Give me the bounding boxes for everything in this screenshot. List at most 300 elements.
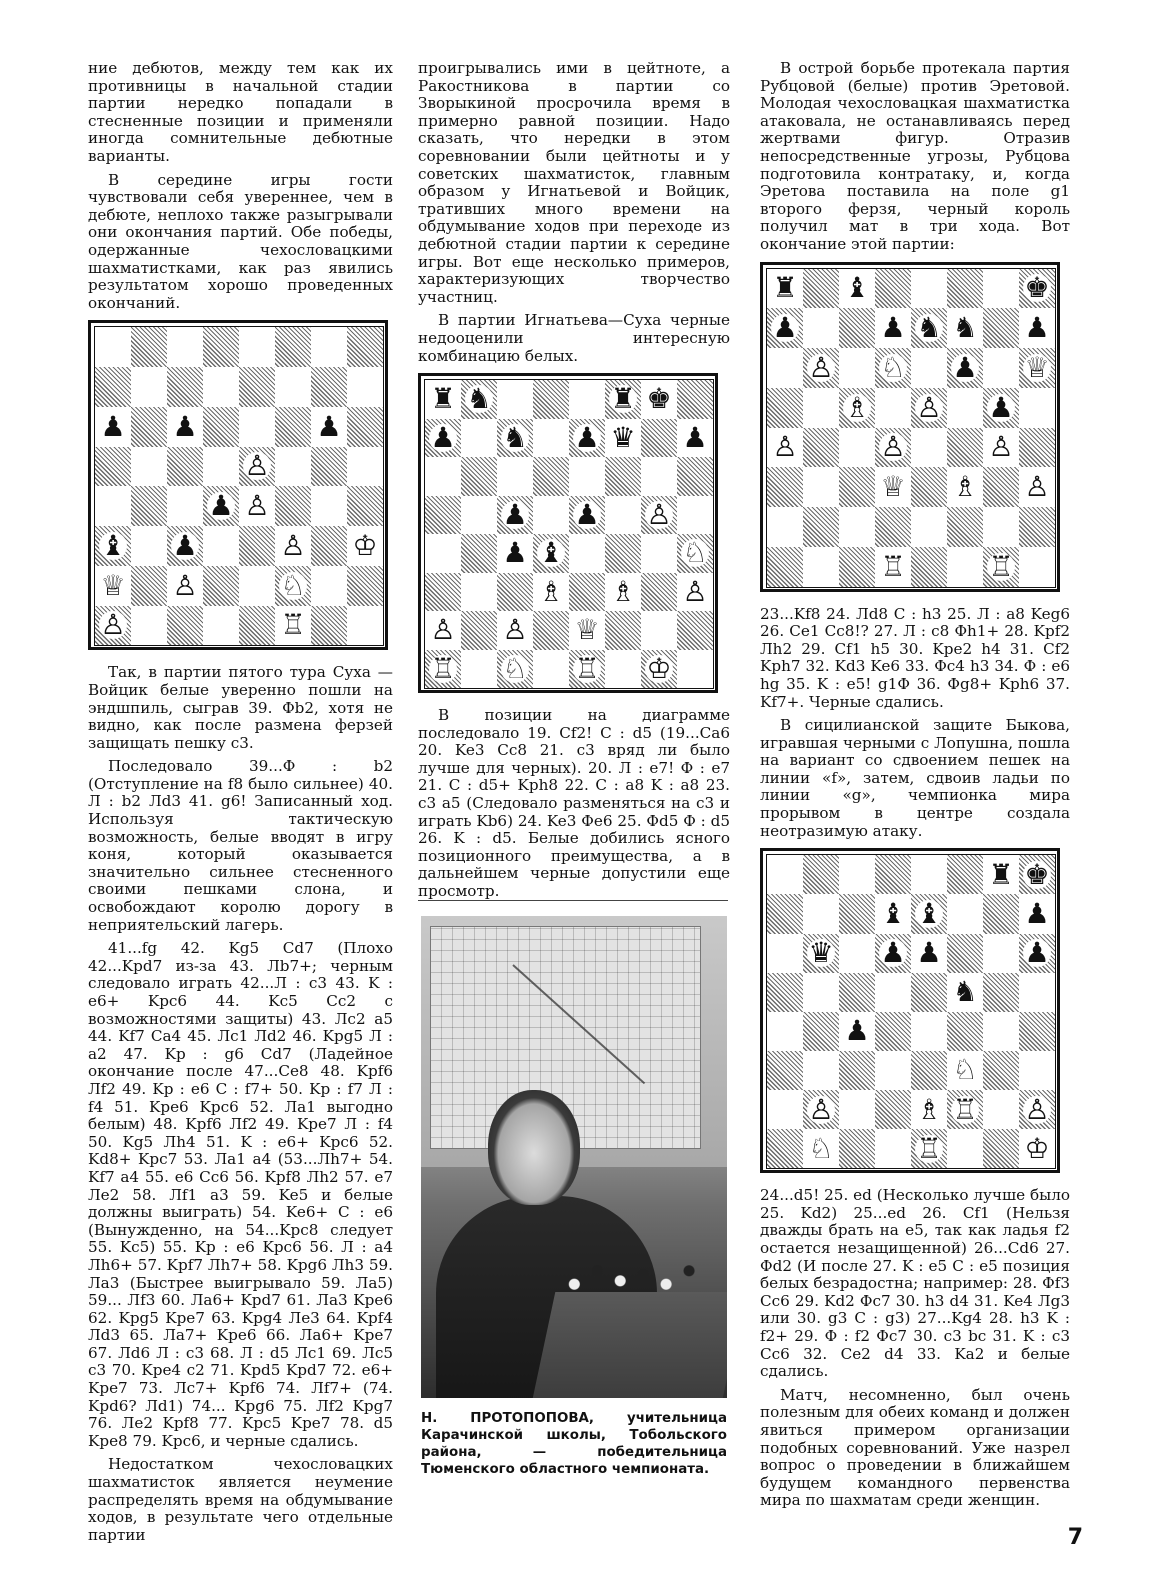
- board-square: [875, 894, 911, 933]
- board-square: [1019, 1051, 1055, 1090]
- board-square: [1019, 1129, 1055, 1168]
- white-rook-icon: ♖: [880, 549, 906, 583]
- board-square: [803, 855, 839, 894]
- black-pawn-icon: ♟: [772, 311, 798, 345]
- board-square: [425, 650, 461, 689]
- board-square: [875, 507, 911, 547]
- board-square: [275, 447, 311, 487]
- black-pawn-icon: ♟: [574, 497, 600, 531]
- paragraph: В сицилианской защите Быкова, игравшая черными с Лопушна, пошла на вариант со сдвоением пешек на линии «f», затем, сдвоив ладьи по линии «g», чемпионка мира прорывом в центре создала неотразимую атаку.: [760, 716, 1070, 840]
- board-square: [947, 855, 983, 894]
- board-square: [569, 419, 605, 458]
- board-square: [605, 611, 641, 650]
- board-square: [461, 419, 497, 458]
- paragraph: проигрывались ими в цейтноте, а Ракостникова в партии со Зворыкиной просрочила время в примерно равной позиции. Надо сказать, что нередки в этом соревновании были цейтноты и у советских шахматисток, главным образом у Игнатьевой и Войцик, тративших много времени на обдумывание ходов при переходе из дебютной стадии партии к середине игры. Вот еще несколько примеров, характеризующих творчество участниц.: [418, 59, 730, 306]
- board-square: [605, 534, 641, 573]
- board-square: [875, 855, 911, 894]
- board-square: [677, 496, 713, 535]
- board-square: [533, 457, 569, 496]
- board-square: [767, 1012, 803, 1051]
- board-square: [275, 367, 311, 407]
- board-square: [425, 611, 461, 650]
- board-square: [167, 566, 203, 606]
- black-king-icon: ♚: [646, 382, 672, 416]
- board-square: [911, 388, 947, 428]
- board-square: [767, 547, 803, 587]
- white-knight-icon: ♘: [502, 651, 528, 685]
- board-square: [1019, 467, 1055, 507]
- board-square: [347, 566, 383, 606]
- black-pawn-icon: ♟: [1024, 896, 1050, 930]
- col1-top-text: [88, 60, 393, 312]
- board-square: [767, 855, 803, 894]
- board-square: [911, 467, 947, 507]
- board-square: [497, 380, 533, 419]
- board-square: [677, 650, 713, 689]
- board-square: [203, 447, 239, 487]
- board-square: [425, 573, 461, 612]
- board-square: [767, 428, 803, 468]
- board-square: [983, 1051, 1019, 1090]
- board-square: [239, 486, 275, 526]
- portrait-photo: [421, 916, 727, 1398]
- board-square: [1019, 934, 1055, 973]
- board-square: [347, 486, 383, 526]
- black-pawn-icon: ♟: [1024, 936, 1050, 970]
- board-square: [1019, 894, 1055, 933]
- black-pawn-icon: ♟: [502, 497, 528, 531]
- board-square: [767, 467, 803, 507]
- black-pawn-icon: ♟: [172, 528, 198, 562]
- board-square: [767, 934, 803, 973]
- black-bishop-icon: ♝: [100, 528, 126, 562]
- white-bishop-icon: ♗: [538, 574, 564, 608]
- board-square: [167, 526, 203, 566]
- black-knight-icon: ♞: [916, 311, 942, 345]
- board-square: [803, 934, 839, 973]
- black-pawn-icon: ♟: [430, 420, 456, 454]
- board-square: [203, 526, 239, 566]
- board-square: [167, 606, 203, 646]
- board-square: [803, 1090, 839, 1129]
- board-square: [533, 611, 569, 650]
- board-square: [947, 467, 983, 507]
- paragraph: 24...d5! 25. ed (Несколько лучше было 25. Kd2) 25...ed 26. Cf1 (Нельзя дважды брать на e5, так как ладья f2 остается незащищенной) 26...Cd6 27. Фd2 (И после 27. K : e5 C : e5 позиция белых безрадостна; например: 28. Фf3 Cc6 29. Kd2 Фc7 30. h3 d4 31. Ke4 Лg3 или 30. g3 C : g3) 27...Kg4 28. h3 K : f2+ 29. Ф : f2 Фc7 30. c3 bc 31. K : c3 Cc6 32. Ce2 d4 33. Ka2 и белые сдались.: [760, 1186, 1070, 1381]
- board-square: [947, 1090, 983, 1129]
- white-pawn-icon: ♙: [1024, 470, 1050, 504]
- board-square: [983, 1129, 1019, 1168]
- black-bishop-icon: ♝: [538, 536, 564, 570]
- white-queen-icon: ♕: [880, 470, 906, 504]
- board-square: [803, 1051, 839, 1090]
- white-pawn-icon: ♙: [172, 568, 198, 602]
- board-square: [947, 894, 983, 933]
- board-square: [1019, 348, 1055, 388]
- paragraph: В острой борьбе протекала партия Рубцовой (белые) против Эретовой. Молодая чехословацкая шахматистка атаковала, не останавливаясь перед жертвами фигур. Отразив непосредственные угрозы, Рубцова подготовила контратаку, и, когда Эретова поставила на поле g1 второго ферзя, черный король получил мат в три хода. Вот окончание этой партии:: [760, 59, 1070, 253]
- board-square: [803, 1129, 839, 1168]
- board-square: [911, 348, 947, 388]
- board-square: [947, 428, 983, 468]
- white-pawn-icon: ♙: [100, 608, 126, 642]
- board-square: [911, 894, 947, 933]
- board-square: [95, 566, 131, 606]
- black-bishop-icon: ♝: [880, 896, 906, 930]
- board-square: [311, 367, 347, 407]
- column-right: [760, 60, 1070, 1588]
- white-queen-icon: ♕: [100, 568, 126, 602]
- white-pawn-icon: ♙: [244, 449, 270, 483]
- board-square: [911, 855, 947, 894]
- white-bishop-icon: ♗: [610, 574, 636, 608]
- white-knight-icon: ♘: [952, 1053, 978, 1087]
- black-knight-icon: ♞: [952, 975, 978, 1009]
- board-square: [839, 1012, 875, 1051]
- black-king-icon: ♚: [1024, 857, 1050, 891]
- white-queen-icon: ♕: [1024, 350, 1050, 384]
- board-square: [1019, 1012, 1055, 1051]
- board-square: [641, 496, 677, 535]
- board-square: [839, 467, 875, 507]
- board-square: [533, 419, 569, 458]
- board-square: [461, 573, 497, 612]
- board-square: [347, 407, 383, 447]
- board-square: [767, 1090, 803, 1129]
- board-square: [875, 1051, 911, 1090]
- board-square: [569, 534, 605, 573]
- white-pawn-icon: ♙: [808, 1092, 834, 1126]
- board-square: [497, 496, 533, 535]
- board-square: [131, 486, 167, 526]
- board-square: [983, 973, 1019, 1012]
- white-knight-icon: ♘: [280, 568, 306, 602]
- board-square: [641, 611, 677, 650]
- black-rook-icon: ♜: [772, 271, 798, 305]
- board-square: [803, 894, 839, 933]
- board-square: [311, 407, 347, 447]
- board-square: [203, 486, 239, 526]
- board-square: [497, 573, 533, 612]
- board-square: [875, 547, 911, 587]
- board-square: [983, 388, 1019, 428]
- col3-mid-text: [760, 606, 1070, 841]
- board-square: [167, 367, 203, 407]
- board-square: [677, 573, 713, 612]
- white-pawn-icon: ♙: [682, 574, 708, 608]
- board-square: [947, 348, 983, 388]
- col3-bottom-text: [760, 1187, 1070, 1510]
- paragraph: В позиции на диаграмме последовало 19. Cf2! C : d5 (19...Ca6 20. Ke3 Cc8 21. c3 вряд ли было лучше для черных). 20. Л : e7! Ф : e7 21. C : d5+ Kph8 22. C : a8 K : a8 23. c3 a5 (Следовало разменяться на c3 и играть Kb6) 24. Ke3 Фe6 25. Фd5 Ф : d5 26. K : d5. Белые добились ясного позиционного преимущества, а в дальнейшем черные допустили еще просмотр.: [418, 706, 730, 901]
- board-square: [767, 1051, 803, 1090]
- black-pawn-icon: ♟: [844, 1014, 870, 1048]
- board-square: [275, 526, 311, 566]
- black-pawn-icon: ♟: [100, 409, 126, 443]
- board-square: [569, 380, 605, 419]
- board-square: [947, 269, 983, 309]
- board-square: [347, 367, 383, 407]
- board-square: [605, 380, 641, 419]
- board-square: [605, 650, 641, 689]
- board-square: [131, 566, 167, 606]
- board-square: [167, 407, 203, 447]
- board-square: [947, 1129, 983, 1168]
- board-square: [839, 1051, 875, 1090]
- board-square: [803, 428, 839, 468]
- board-square: [767, 388, 803, 428]
- board-square: [839, 547, 875, 587]
- board-square: [131, 526, 167, 566]
- black-rook-icon: ♜: [610, 382, 636, 416]
- board-square: [533, 496, 569, 535]
- paragraph: Последовало 39...Ф : b2 (Отступление на f8 было сильнее) 40. Л : b2 Лd3 41. g6! Записанный ход. Используя тактическую возможность, белые вводят в игру коня, который оказывается значительно сильнее стесненного своими пешками слона, и освобождают королю дорогу в неприятельский лагерь.: [88, 757, 393, 934]
- board-square: [677, 380, 713, 419]
- board-square: [983, 308, 1019, 348]
- black-bishop-icon: ♝: [844, 271, 870, 305]
- board-square: [767, 308, 803, 348]
- board-square: [875, 973, 911, 1012]
- board-square: [1019, 973, 1055, 1012]
- board-square: [497, 534, 533, 573]
- board-square: [569, 496, 605, 535]
- white-pawn-icon: ♙: [646, 497, 672, 531]
- board-square: [839, 348, 875, 388]
- board-square: [569, 650, 605, 689]
- board-square: [1019, 308, 1055, 348]
- board-square: [875, 1090, 911, 1129]
- page-number: 7: [1067, 1525, 1083, 1550]
- white-pawn-icon: ♙: [880, 430, 906, 464]
- black-pawn-icon: ♟: [502, 536, 528, 570]
- black-pawn-icon: ♟: [316, 409, 342, 443]
- board-square: [803, 973, 839, 1012]
- black-queen-icon: ♛: [610, 420, 636, 454]
- chess-diagram-3: [760, 262, 1060, 592]
- black-pawn-icon: ♟: [880, 936, 906, 970]
- board-square: [95, 327, 131, 367]
- board-square: [239, 526, 275, 566]
- board-square: [461, 611, 497, 650]
- board-square: [203, 367, 239, 407]
- board-square: [167, 447, 203, 487]
- board-square: [275, 407, 311, 447]
- board-square: [677, 534, 713, 573]
- board-square: [839, 1129, 875, 1168]
- board-square: [911, 934, 947, 973]
- board-square: [839, 428, 875, 468]
- board-square: [641, 457, 677, 496]
- board-square: [641, 573, 677, 612]
- black-queen-icon: ♛: [808, 936, 834, 970]
- board-square: [911, 308, 947, 348]
- board-square: [95, 407, 131, 447]
- board-square: [131, 327, 167, 367]
- board-square: [461, 457, 497, 496]
- board-square: [947, 973, 983, 1012]
- board-square: [875, 308, 911, 348]
- board-square: [95, 486, 131, 526]
- board-square: [677, 457, 713, 496]
- board-square: [131, 606, 167, 646]
- board-square: [203, 566, 239, 606]
- board-square: [875, 1129, 911, 1168]
- board-square: [839, 1090, 875, 1129]
- board-square: [569, 457, 605, 496]
- board-square: [767, 894, 803, 933]
- white-king-icon: ♔: [1024, 1131, 1050, 1165]
- board-square: [203, 407, 239, 447]
- board-square: [167, 486, 203, 526]
- board-square: [641, 419, 677, 458]
- board-square: [803, 308, 839, 348]
- board-square: [875, 428, 911, 468]
- paragraph: 23...Kf8 24. Лd8 C : h3 25. Л : a8 Keg6 26. Ce1 Cc8!? 27. Л : c8 Фh1+ 28. Kpf2 Лh2 29. Cf1 h5 30. Kpe2 h4 31. Cf2 Kph7 32. Kd3 Ke6 33. Фc4 h3 34. Ф : e6 hg 35. K : e5! g1Ф 36. Фg8+ Kph6 37. Kf7+. Черные сдались.: [760, 604, 1070, 711]
- black-pawn-icon: ♟: [880, 311, 906, 345]
- paragraph: Недостатком чехословацких шахматисток является неумение распределять время на обдумывание ходов, в результате чего отдельные партии: [88, 1455, 393, 1544]
- board-square: [95, 447, 131, 487]
- paragraph: В партии Игнатьева—Суха черные недооценили интересную комбинацию белых.: [418, 311, 730, 365]
- white-king-icon: ♔: [646, 651, 672, 685]
- photo-caption: Н. ПРОТОПОПОВА, учительница Карачинской школы, Тобольского района, — победительница Тюменского областного чемпионата.: [421, 1411, 727, 1477]
- board-square: [131, 447, 167, 487]
- board-square: [803, 547, 839, 587]
- board-square: [875, 388, 911, 428]
- board-square: [347, 447, 383, 487]
- board-square: [275, 566, 311, 606]
- white-bishop-icon: ♗: [916, 1092, 942, 1126]
- col1-bottom-text: [88, 664, 393, 1544]
- board-square: [983, 428, 1019, 468]
- board-square: [947, 308, 983, 348]
- board-square: [497, 650, 533, 689]
- board-square: [239, 566, 275, 606]
- board-square: [911, 507, 947, 547]
- board-square: [167, 327, 203, 367]
- black-rook-icon: ♜: [988, 857, 1014, 891]
- board-square: [803, 388, 839, 428]
- board-square: [803, 507, 839, 547]
- board-square: [347, 606, 383, 646]
- white-pawn-icon: ♙: [1024, 1092, 1050, 1126]
- board-square: [911, 1090, 947, 1129]
- board-square: [911, 269, 947, 309]
- black-rook-icon: ♜: [430, 382, 456, 416]
- board-square: [911, 1012, 947, 1051]
- board-square: [569, 573, 605, 612]
- board-square: [983, 467, 1019, 507]
- board-square: [767, 507, 803, 547]
- board-square: [803, 467, 839, 507]
- board-square: [239, 327, 275, 367]
- board-square: [425, 419, 461, 458]
- white-pawn-icon: ♙: [988, 430, 1014, 464]
- board-square: [641, 534, 677, 573]
- board-square: [95, 606, 131, 646]
- black-pawn-icon: ♟: [574, 420, 600, 454]
- board-square: [311, 606, 347, 646]
- white-rook-icon: ♖: [430, 651, 456, 685]
- board-square: [911, 547, 947, 587]
- black-bishop-icon: ♝: [916, 896, 942, 930]
- board-square: [275, 606, 311, 646]
- board-square: [203, 606, 239, 646]
- board-square: [425, 457, 461, 496]
- board-square: [875, 269, 911, 309]
- board-square: [605, 496, 641, 535]
- black-pawn-icon: ♟: [208, 489, 234, 523]
- board-square: [533, 380, 569, 419]
- board-square: [947, 507, 983, 547]
- chess-diagram-4: [760, 848, 1060, 1173]
- board-square: [875, 934, 911, 973]
- board-square: [95, 367, 131, 407]
- board-square: [461, 650, 497, 689]
- board-square: [497, 419, 533, 458]
- board-square: [983, 1090, 1019, 1129]
- board-square: [497, 457, 533, 496]
- paragraph: Так, в партии пятого тура Суха — Войцик белые уверенно пошли на эндшпиль, сыграв 39. Фb2, хотя не видно, как после размена ферзей защищать пешку c3.: [88, 663, 393, 752]
- board-square: [911, 1051, 947, 1090]
- black-pawn-icon: ♟: [916, 936, 942, 970]
- board-square: [803, 1012, 839, 1051]
- board-square: [533, 573, 569, 612]
- white-pawn-icon: ♙: [280, 528, 306, 562]
- col2-top-text: [418, 60, 730, 365]
- white-pawn-icon: ♙: [502, 613, 528, 647]
- board-square: [911, 1129, 947, 1168]
- black-knight-icon: ♞: [502, 420, 528, 454]
- person-head: [488, 1090, 580, 1206]
- board-square: [239, 447, 275, 487]
- board-square: [1019, 1090, 1055, 1129]
- board-square: [605, 419, 641, 458]
- black-pawn-icon: ♟: [1024, 311, 1050, 345]
- column-left: [88, 60, 393, 1588]
- board-square: [311, 566, 347, 606]
- white-pawn-icon: ♙: [430, 613, 456, 647]
- white-bishop-icon: ♗: [844, 390, 870, 424]
- white-rook-icon: ♖: [988, 549, 1014, 583]
- board-square: [569, 611, 605, 650]
- white-knight-icon: ♘: [880, 350, 906, 384]
- board-square: [983, 894, 1019, 933]
- board-square: [1019, 388, 1055, 428]
- board-square: [275, 327, 311, 367]
- black-pawn-icon: ♟: [988, 390, 1014, 424]
- black-pawn-icon: ♟: [172, 409, 198, 443]
- board-square: [677, 611, 713, 650]
- paragraph: Матч, несомненно, был очень полезным для обеих команд и должен явиться примером организации подобных соревнований. Уже назрел вопрос о проведении в ближайшем будущем командного первенства мира по шахматам среди женщин.: [760, 1385, 1070, 1510]
- board-square: [95, 526, 131, 566]
- board-square: [875, 1012, 911, 1051]
- board-square: [605, 457, 641, 496]
- board-square: [839, 507, 875, 547]
- board-square: [347, 526, 383, 566]
- board-square: [839, 934, 875, 973]
- board-square: [641, 380, 677, 419]
- black-pawn-icon: ♟: [682, 420, 708, 454]
- board-square: [911, 428, 947, 468]
- white-rook-icon: ♖: [952, 1092, 978, 1126]
- black-king-icon: ♚: [1024, 271, 1050, 305]
- board-square: [983, 348, 1019, 388]
- board-square: [767, 973, 803, 1012]
- board-square: [641, 650, 677, 689]
- board-square: [311, 447, 347, 487]
- board-square: [131, 407, 167, 447]
- paragraph: 41...fg 42. Kg5 Cd7 (Плохо 42...Kpd7 из-за 43. Лb7+; черным следовало играть 42...Л : c3 43. K : e6+ Kpc6 44. Kc5 Cc2 с возможностями защиты) 43. Лc2 a5 44. Kf7 Ca4 45. Лc1 Лd2 46. Kpg5 Л : a2 47. Kp : g6 Cd7 (Ладейное окончание после 47...Ce8 48. Kpf6 Лf2 49. Kp : e6 C : f7+ 50. Kp : f7 Л : f4 51. Kpe6 Kpc6 52. Лa1 выгодно белым) 48. Kpf6 Лf2 49. Kpe7 Л : f4 50. Kg5 Лh4 51. K : e6+ Kpc6 52. Kd8+ Kpc7 53. Лa1 a4 (53...Лh7+ 54. Kf7 a4 55. e6 Cc6 56. Kpf8 Лh2 57. e7 Лe2 58. Лf1 a3 59. Ke5 и белые должны выиграть) 54. Ke6+ C : e6 (Вынужденно, на 54...Kpc8 следует 55. Kc5) 55. Kp : e6 Kpc6 56. Л : a4 Лh6+ 57. Kpf7 Лh7+ 58. Kpg6 Лh3 59. Лa3 (Быстрее выигрывало 59. Лa5) 59... Лf3 60. Лa6+ Kpd7 61. Лa3 Kpe6 62. Kpg5 Kpe7 63. Kpg4 Лe3 64. Kpf4 Лd3 65. Лa7+ Kpe6 66. Лa6+ Kpe7 67. Лd6 Л : c3 68. Л : d5 Лc1 69. Лc5 c3 70. Kpe4 c2 71. Kpd5 Kpd7 72. e6+ Kpe7 73. Лc7+ Kpf6 74. Лf7+ (74. Kpd6? Лd1) 74... Kpg6 75. Лf2 Kpg7 76. Лe2 Kpf8 77. Kpc5 Kpe7 78. d5 Kpe8 79. Kpc6, и черные сдались.: [88, 939, 393, 1450]
- black-knight-icon: ♞: [952, 311, 978, 345]
- chess-diagram-1: [88, 320, 388, 650]
- board-square: [839, 855, 875, 894]
